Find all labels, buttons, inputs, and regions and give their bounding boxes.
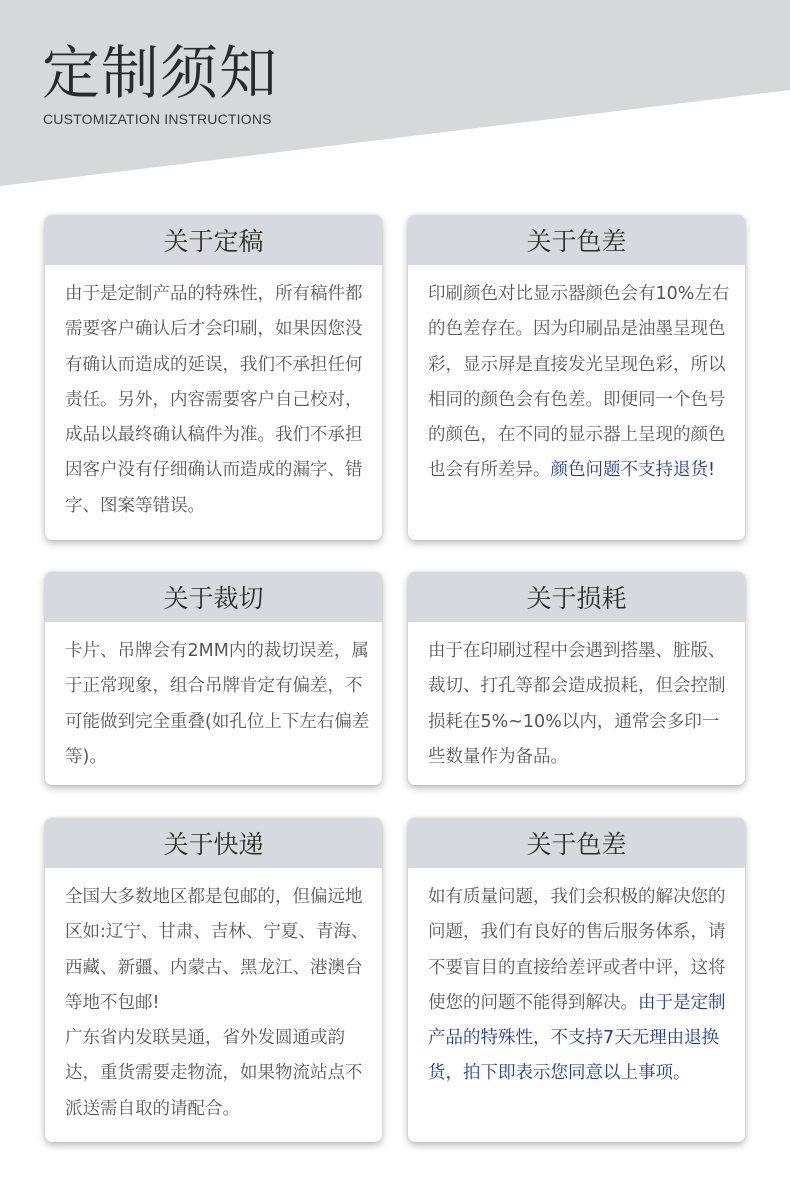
- card-body: [45, 868, 382, 1127]
- card-text-2: 广东省内发联昊通，省外发圆通或韵达，重货需要走物流，如果物流站点不派送需自取的请配合。: [65, 1028, 363, 1119]
- card-color-difference: [408, 215, 745, 540]
- card-body: [408, 622, 745, 775]
- card-shipping: [45, 818, 382, 1142]
- card-body: [408, 265, 745, 489]
- card-text: 由于是定制产品的特殊性，所有稿件都需要客户确认后才会印刷，如果因您没有确认而造成的延误，我们不承担任何责任。另外，内容需要客户自己校对，成品以最终确认稿件为准。我们不承担因客户没有仔细确认而造成的漏字、错字、图案等错误。: [65, 284, 363, 516]
- page-subtitle: CUSTOMIZATION INSTRUCTIONS: [43, 111, 272, 127]
- card-title: 关于快递: [45, 818, 382, 868]
- card-title: 关于色差: [408, 818, 745, 868]
- card-highlight-text: 由于是定制产品的特殊性，不支持7天无理由退换货，拍下即表示您同意以上事项。: [428, 992, 726, 1084]
- card-body: [45, 265, 382, 524]
- card-text: 全国大多数地区都是包邮的，但偏远地区如:辽宁、甘肃、吉林、宁夏、青海、西藏、新疆、内蒙古、黑龙江、港澳台等地不包邮!: [65, 887, 369, 1013]
- card-text: 如有质量问题，我们会积极的解决您的问题，我们有良好的售后服务体系，请不要盲目的直接给差评或者中评，这将使您的问题不能得到解决。: [428, 887, 726, 1013]
- card-title: 关于定稿: [45, 215, 382, 265]
- card-title: 关于裁切: [45, 572, 382, 622]
- card-cutting: [45, 572, 382, 785]
- card-text: 印刷颜色对比显示器颜色会有10%左右的色差存在。因为印刷品是油墨呈现色彩，显示屏是直接发光呈现色彩，所以相同的颜色会有色差。即便同一个色号的颜色，在不同的显示器上呈现的颜色也会有所差异。: [428, 284, 730, 481]
- card-text: 由于在印刷过程中会遇到搭墨、脏版、裁切、打孔等都会造成损耗，但会控制损耗在5%~10%以内，通常会多印一些数量作为备品。: [428, 641, 726, 767]
- card-after-sales: [408, 818, 745, 1142]
- card-title: 关于色差: [408, 215, 745, 265]
- card-title: 关于损耗: [408, 572, 745, 622]
- card-text: 卡片、吊牌会有2MM内的裁切误差，属于正常现象，组合吊牌肯定有偏差，不可能做到完全重叠(如孔位上下左右偏差等)。: [65, 641, 370, 767]
- card-highlight-text: 颜色问题不支持退货!: [550, 460, 716, 481]
- card-final-draft: [45, 215, 382, 540]
- card-body: [45, 622, 382, 775]
- card-body: [408, 868, 745, 1092]
- page-title: 定制须知: [42, 39, 279, 107]
- card-wastage: [408, 572, 745, 785]
